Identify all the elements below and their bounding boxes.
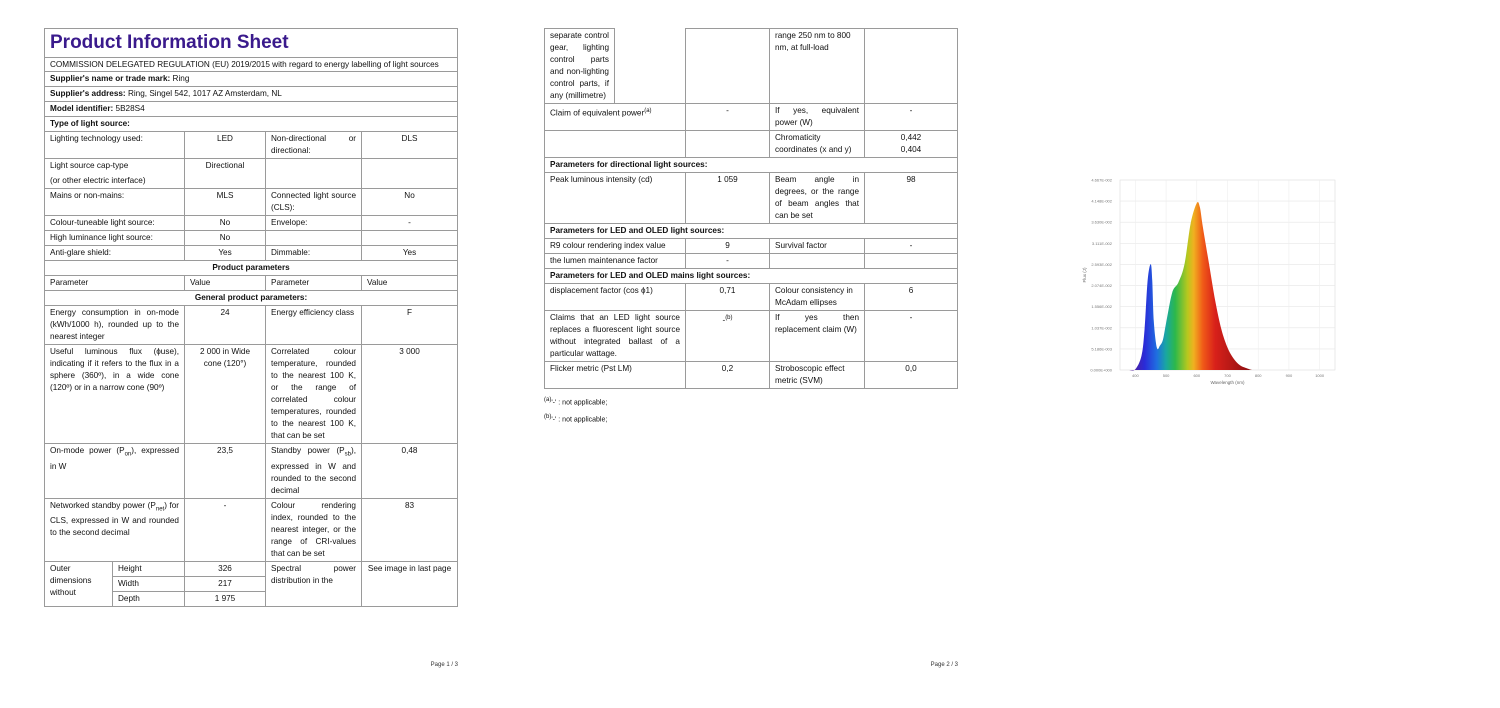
empty-cell <box>545 131 686 158</box>
footnotes <box>544 395 958 426</box>
y-tick-label: 4.148E-002 <box>1091 198 1112 204</box>
supplier-label: Supplier's name or trade mark: <box>50 74 171 83</box>
param-label <box>266 159 362 189</box>
cri-value: 83 <box>362 498 458 561</box>
type-row <box>45 231 458 246</box>
param-value: MLS <box>185 189 266 216</box>
height-value: 326 <box>185 561 266 576</box>
flicker-value: 0,2 <box>686 362 770 389</box>
depth-label: Depth <box>113 591 185 606</box>
onmode-power-value: 23,5 <box>185 444 266 499</box>
type-row <box>45 159 458 189</box>
value-part: - <box>722 315 726 325</box>
x-tick-label: 900 <box>1285 373 1293 378</box>
address-row <box>45 87 458 102</box>
type-row <box>45 189 458 216</box>
product-info-table-cont <box>544 28 958 389</box>
column-header: Value <box>362 276 458 291</box>
param-label: Colour-tuneable light source: <box>45 216 185 231</box>
label-part: On-mode power (P <box>50 446 125 455</box>
label-part: Networked standby power (P <box>50 500 156 510</box>
x-tick-label: 700 <box>1224 373 1231 378</box>
spectrum-chart-page <box>1060 165 1350 400</box>
energy-class-value: F <box>362 306 458 345</box>
svm-label: Stroboscopic effect metric (SVM) <box>770 362 865 389</box>
param-value <box>362 159 458 189</box>
y-tick-label: 2.593E-002 <box>1091 261 1112 267</box>
empty-cell <box>770 254 865 269</box>
chromaticity-value <box>865 131 958 158</box>
param-row <box>545 104 958 131</box>
product-info-table <box>44 28 458 607</box>
page-2 <box>544 28 958 668</box>
onmode-power-label <box>45 444 185 499</box>
directional-heading: Parameters for directional light sources: <box>545 158 958 173</box>
lumen-maintenance-value: - <box>686 254 770 269</box>
colour-consistency-value: 6 <box>865 284 958 311</box>
height-label: Height <box>113 561 185 576</box>
dims-continuation: separate control gear, lighting control parts and non-lighting control parts, if any (millimetre) <box>545 29 615 104</box>
x-tick-label: 500 <box>1162 373 1170 378</box>
replacement-claim-value: - <box>865 311 958 362</box>
colour-consistency-label: Colour consistency in McAdam ellipses <box>770 284 865 311</box>
param-value: No <box>362 189 458 216</box>
spectral-power-chart <box>1060 165 1350 400</box>
cct-value: 3 000 <box>362 345 458 444</box>
continuation-row <box>545 29 958 104</box>
standby-power-label <box>266 444 362 499</box>
y-tick-label: 5.186E-003 <box>1091 346 1112 352</box>
width-label: Width <box>113 576 185 591</box>
flicker-label: Flicker metric (Pst LM) <box>545 362 686 389</box>
displacement-factor-value: 0,71 <box>686 284 770 311</box>
x-tick-label: 800 <box>1254 373 1262 378</box>
y-tick-label: 3.111E-002 <box>1091 240 1112 246</box>
address-value: Ring, Singel 542, 1017 AZ Amsterdam, NL <box>127 89 282 98</box>
page-number: Page 1 / 3 <box>430 662 458 668</box>
cap-type-sublabel: (or other electric interface) <box>50 176 146 185</box>
footnote-text: '-' : not applicable; <box>551 399 608 407</box>
equivalent-power-value: - <box>686 104 770 131</box>
param-value: No <box>185 216 266 231</box>
footnote-mark: (b) <box>544 414 552 421</box>
dims-row <box>45 561 458 576</box>
supplier-row <box>45 72 458 87</box>
footnote-text: '-' : not applicable; <box>551 416 608 424</box>
param-label: Non-directional or directional: <box>266 132 362 159</box>
equivalent-power-label <box>545 104 686 131</box>
param-row <box>45 498 458 561</box>
survival-factor-value: - <box>865 239 958 254</box>
x-tick-label: 1000 <box>1315 373 1325 378</box>
label-subscript: sb <box>344 451 351 458</box>
empty-cell <box>865 29 958 104</box>
energy-consumption-value: 24 <box>185 306 266 345</box>
luminous-flux-label: Useful luminous flux (ɸuse), indicating if it refers to the flux in a sphere (360º), in a wide cone (120º) or in a narrow cone (90º) <box>45 345 185 444</box>
peak-intensity-label: Peak luminous intensity (cd) <box>545 173 686 224</box>
param-label <box>45 159 185 189</box>
peak-intensity-value: 1 059 <box>686 173 770 224</box>
param-row <box>545 311 958 362</box>
y-axis-label: Flux (J) <box>1082 267 1087 283</box>
mains-heading: Parameters for LED and OLED mains light sources: <box>545 269 958 284</box>
param-value: Yes <box>185 246 266 261</box>
cap-type-label: Light source cap-type <box>50 161 129 170</box>
spd-value: See image in last page <box>362 561 458 606</box>
supplier-value: Ring <box>172 74 190 83</box>
beam-angle-label: Beam angle in degrees, or the range of beam angles that can be set <box>770 173 865 224</box>
label-subscript: net <box>155 506 165 513</box>
x-axis-label: Wavelength (nm) <box>1210 380 1245 385</box>
svm-value: 0,0 <box>865 362 958 389</box>
product-params-heading: Product parameters <box>45 261 458 276</box>
chromaticity-label: Chromaticity coordinates (x and y) <box>770 131 865 158</box>
param-row <box>545 173 958 224</box>
param-label: Anti-glare shield: <box>45 246 185 261</box>
label-part: ), expressed in W <box>50 446 179 471</box>
spd-continuation: range 250 nm to 800 nm, at full-load <box>770 29 865 104</box>
lumen-maintenance-label: the lumen maintenance factor <box>545 254 686 269</box>
param-label: Connected light source (CLS): <box>266 189 362 216</box>
label-part: Claim of equivalent power <box>550 108 645 118</box>
param-row <box>45 306 458 345</box>
column-header: Parameter <box>266 276 362 291</box>
led-heading: Parameters for LED and OLED light sources: <box>545 224 958 239</box>
param-label: High luminance light source: <box>45 231 185 246</box>
model-label: Model identifier: <box>50 104 114 113</box>
footnote-ref: (a) <box>644 108 652 114</box>
y-tick-label: 3.630E-002 <box>1091 219 1112 225</box>
spd-label: Spectral power distribution in the <box>266 561 362 606</box>
energy-class-label: Energy efficiency class <box>266 306 362 345</box>
cct-label: Correlated colour temperature, rounded to the nearest 100 K, or the range of correlated colour temperatures, rounded to the nearest 100 K, that can be set <box>266 345 362 444</box>
footnote-b <box>544 412 958 425</box>
param-label: Lighting technology used: <box>45 132 185 159</box>
x-tick-label: 400 <box>1132 373 1139 378</box>
param-value: - <box>362 216 458 231</box>
outer-dimensions-label: Outer dimensions without <box>45 561 113 606</box>
param-value: LED <box>185 132 266 159</box>
param-row <box>545 131 958 158</box>
param-label: Envelope: <box>266 216 362 231</box>
footnote-ref: (b) <box>725 315 733 321</box>
networked-standby-label <box>45 498 185 561</box>
energy-consumption-label: Energy consumption in on-mode (kWh/1000 h), rounded up to the nearest integer <box>45 306 185 345</box>
address-label: Supplier's address: <box>50 89 126 98</box>
fluorescent-claim-value <box>686 311 770 362</box>
chromaticity-x: 0,442 <box>900 133 922 142</box>
y-tick-label: 4.667E-002 <box>1091 177 1112 183</box>
type-row <box>45 216 458 231</box>
param-row <box>45 345 458 444</box>
param-row <box>545 362 958 389</box>
footnote-mark: (a) <box>544 397 552 403</box>
param-row <box>45 444 458 499</box>
cri-label: Colour rendering index, rounded to the nearest integer, or the range of CRI-values that can be set <box>266 498 362 561</box>
depth-value: 1 975 <box>185 591 266 606</box>
luminous-flux-value: 2 000 in Wide cone (120°) <box>185 345 266 444</box>
param-value <box>362 231 458 246</box>
param-value: No <box>185 231 266 246</box>
param-row <box>545 254 958 269</box>
label-part: Standby power (P <box>271 446 345 455</box>
column-header: Parameter <box>45 276 185 291</box>
param-label: Dimmable: <box>266 246 362 261</box>
beam-angle-value: 98 <box>865 173 958 224</box>
label-subscript: on <box>124 451 132 458</box>
r9-label: R9 colour rendering index value <box>545 239 686 254</box>
column-header-row <box>45 276 458 291</box>
empty-cell <box>686 29 770 104</box>
param-label: Mains or non-mains: <box>45 189 185 216</box>
equivalent-wattage-value: - <box>865 104 958 131</box>
param-row <box>545 239 958 254</box>
param-value: Yes <box>362 246 458 261</box>
label-part: ) for CLS, expressed in W and rounded to the second decimal <box>50 500 180 538</box>
survival-factor-label: Survival factor <box>770 239 865 254</box>
param-value: DLS <box>362 132 458 159</box>
type-row <box>45 132 458 159</box>
empty-cell <box>865 254 958 269</box>
label-part: ), expressed in W and rounded to the second decimal <box>271 446 356 495</box>
regulation-text: COMMISSION DELEGATED REGULATION (EU) 2019/2015 with regard to energy labelling of light sources <box>45 58 458 72</box>
param-label <box>266 231 362 246</box>
empty-cell <box>686 131 770 158</box>
empty-cell <box>615 29 686 104</box>
x-tick-label: 600 <box>1193 373 1201 378</box>
page-1 <box>44 28 458 668</box>
width-value: 217 <box>185 576 266 591</box>
y-tick-label: 1.556E-002 <box>1091 304 1112 310</box>
equivalent-wattage-label: If yes, equivalent power (W) <box>770 104 865 131</box>
type-heading: Type of light source: <box>45 117 458 132</box>
param-row <box>545 284 958 311</box>
y-tick-label: 2.074E-002 <box>1091 283 1112 289</box>
type-row <box>45 246 458 261</box>
standby-power-value: 0,48 <box>362 444 458 499</box>
general-params-heading: General product parameters: <box>45 291 458 306</box>
chromaticity-y: 0,404 <box>900 145 922 154</box>
y-tick-label: 1.037E-002 <box>1091 325 1112 331</box>
page-number: Page 2 / 3 <box>930 662 958 668</box>
r9-value: 9 <box>686 239 770 254</box>
model-value: 5B28S4 <box>115 104 145 113</box>
param-value: Directional <box>185 159 266 189</box>
networked-standby-value: - <box>185 498 266 561</box>
replacement-claim-label: If yes then replacement claim (W) <box>770 311 865 362</box>
displacement-factor-label: displacement factor (cos ɸ1) <box>545 284 686 311</box>
model-row <box>45 102 458 117</box>
footnote-a <box>544 395 958 408</box>
page-title: Product Information Sheet <box>45 29 458 58</box>
column-header: Value <box>185 276 266 291</box>
y-tick-label: 0.000E+000 <box>1090 367 1112 373</box>
fluorescent-claim-label: Claims that an LED light source replaces a fluorescent light source without integrated ballast of a particular wattage. <box>545 311 686 362</box>
